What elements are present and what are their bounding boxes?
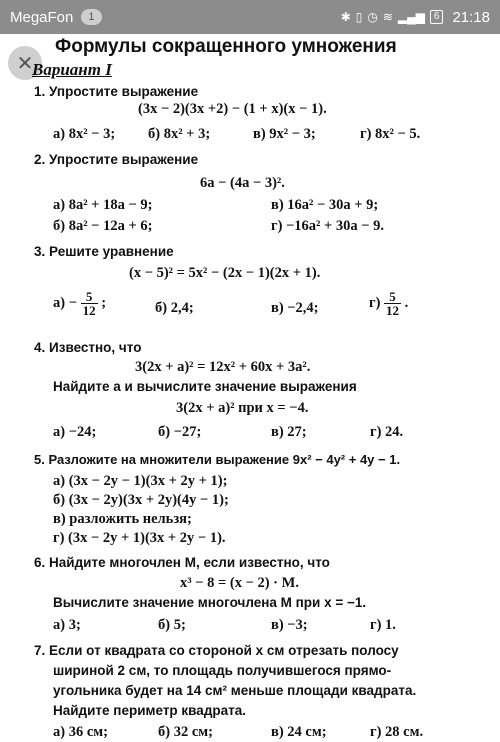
q2-option-a: а) 8a² + 18a − 9;	[53, 197, 153, 213]
q3-option-a: а) − $\frac{5}{12}$ ;	[53, 289, 107, 318]
question-1	[34, 84, 198, 99]
close-icon[interactable]: ✕	[8, 46, 42, 80]
question-number: 2.	[34, 152, 46, 167]
variant-heading: Вариант I	[32, 60, 112, 79]
fraction: $\frac{5}{12}$	[82, 289, 96, 318]
q4-option-a: а) −24;	[53, 424, 97, 440]
q2-expression: 6a − (4a − 3)².	[200, 175, 285, 191]
q6-option-c: в) −3;	[271, 617, 308, 633]
q5-option-d: г) (3x − 2y + 1)(3x + 2y − 1).	[53, 530, 226, 546]
q4-instruction: Найдите a и вычислите значение выражения	[53, 379, 357, 394]
q6-option-b: б) 5;	[158, 617, 186, 633]
q5-option-a: а) (3x − 2y − 1)(3x + 2y + 1);	[53, 473, 228, 489]
question-text: Упростите выражение	[49, 152, 199, 167]
q3-option-d: г) $\frac{5}{12}$ .	[369, 289, 409, 318]
q4-option-d: г) 24.	[370, 424, 404, 440]
question-number: 3.	[34, 244, 46, 259]
question-3	[34, 244, 174, 259]
q5-option-c: в) разложить нельзя;	[53, 511, 192, 527]
clock: 21:18	[452, 8, 490, 26]
status-icons	[341, 9, 490, 26]
question-7	[34, 643, 399, 658]
signal-icon: ▂▄▆	[397, 10, 425, 24]
question-text: Упростите выражение	[49, 84, 199, 99]
question-6	[34, 555, 330, 570]
question-text: Решите уравнение	[49, 244, 174, 259]
question-text: Известно, что	[49, 340, 142, 355]
q3-expression: (x − 5)² = 5x² − (2x − 1)(2x + 1).	[129, 265, 321, 281]
page-title: Формулы сокращенного умножения	[55, 36, 397, 57]
q1-option-b: б) 8x² + 3;	[148, 126, 211, 142]
q2-option-d: г) −16a² + 30a − 9.	[271, 218, 385, 234]
question-number: 1.	[34, 84, 46, 99]
alarm-icon: ◷	[367, 10, 378, 24]
q7-option-a: а) 36 см;	[53, 724, 108, 740]
document-page	[0, 34, 500, 742]
bluetooth-icon: ✱	[340, 10, 351, 24]
question-number: 7.	[34, 643, 46, 658]
question-5	[34, 452, 400, 467]
question-number: 5.	[34, 452, 45, 467]
wifi-icon: ≋	[382, 10, 393, 24]
q1-option-d: г) 8x² − 5.	[360, 126, 421, 142]
question-number: 6.	[34, 555, 46, 570]
notification-badge: 1	[81, 9, 101, 25]
question-text-line-4: Найдите периметр квадрата.	[53, 703, 247, 718]
carrier-name: MegaFon	[10, 8, 74, 26]
q2-option-c: в) 16a² − 30a + 9;	[271, 197, 379, 213]
question-4	[34, 340, 141, 355]
q4-expression-1: 3(2x + a)² = 12x² + 60x + 3a².	[135, 359, 311, 375]
q5-option-b: б) (3x − 2y)(3x + 2y)(4y − 1);	[53, 492, 229, 508]
q3-option-c: в) −2,4;	[271, 300, 319, 316]
question-number: 4.	[34, 340, 46, 355]
q6-instruction: Вычислите значение многочлена M при x = −1.	[53, 595, 367, 610]
q3-option-b: б) 2,4;	[155, 300, 194, 316]
q7-option-d: г) 28 см.	[370, 724, 424, 740]
question-text: Найдите многочлен M, если известно, что	[49, 555, 330, 570]
question-text-line-2: шириной 2 см, то площадь получившегося прямо-	[53, 663, 392, 678]
battery-icon: 6	[430, 10, 444, 24]
question-text-line-1: Если от квадрата со стороной x см отрезать полосу	[49, 643, 399, 658]
q6-expression: x³ − 8 = (x − 2) · M.	[180, 575, 299, 591]
q1-option-c: в) 9x² − 3;	[253, 126, 316, 142]
vibrate-icon: ▯	[355, 10, 363, 24]
q7-option-b: б) 32 см;	[158, 724, 213, 740]
q1-option-a: а) 8x² − 3;	[53, 126, 116, 142]
q6-option-a: а) 3;	[53, 617, 81, 633]
fraction: $\frac{5}{12}$	[386, 289, 400, 318]
question-2	[34, 152, 198, 167]
q4-expression-2: 3(2x + a)² при x = −4.	[176, 400, 309, 416]
q2-option-b: б) 8a² − 12a + 6;	[53, 218, 153, 234]
status-bar	[0, 0, 500, 34]
q4-option-b: б) −27;	[158, 424, 202, 440]
q7-option-c: в) 24 см;	[271, 724, 327, 740]
question-text: Разложите на множители выражение 9x² − 4y² + 4y − 1.	[48, 452, 401, 467]
q4-option-c: в) 27;	[271, 424, 307, 440]
q6-option-d: г) 1.	[370, 617, 396, 633]
question-text-line-3: угольника будет на 14 см² меньше площади квадрата.	[53, 683, 417, 698]
q1-expression: (3x − 2)(3x +2) − (1 + x)(x − 1).	[138, 101, 327, 117]
